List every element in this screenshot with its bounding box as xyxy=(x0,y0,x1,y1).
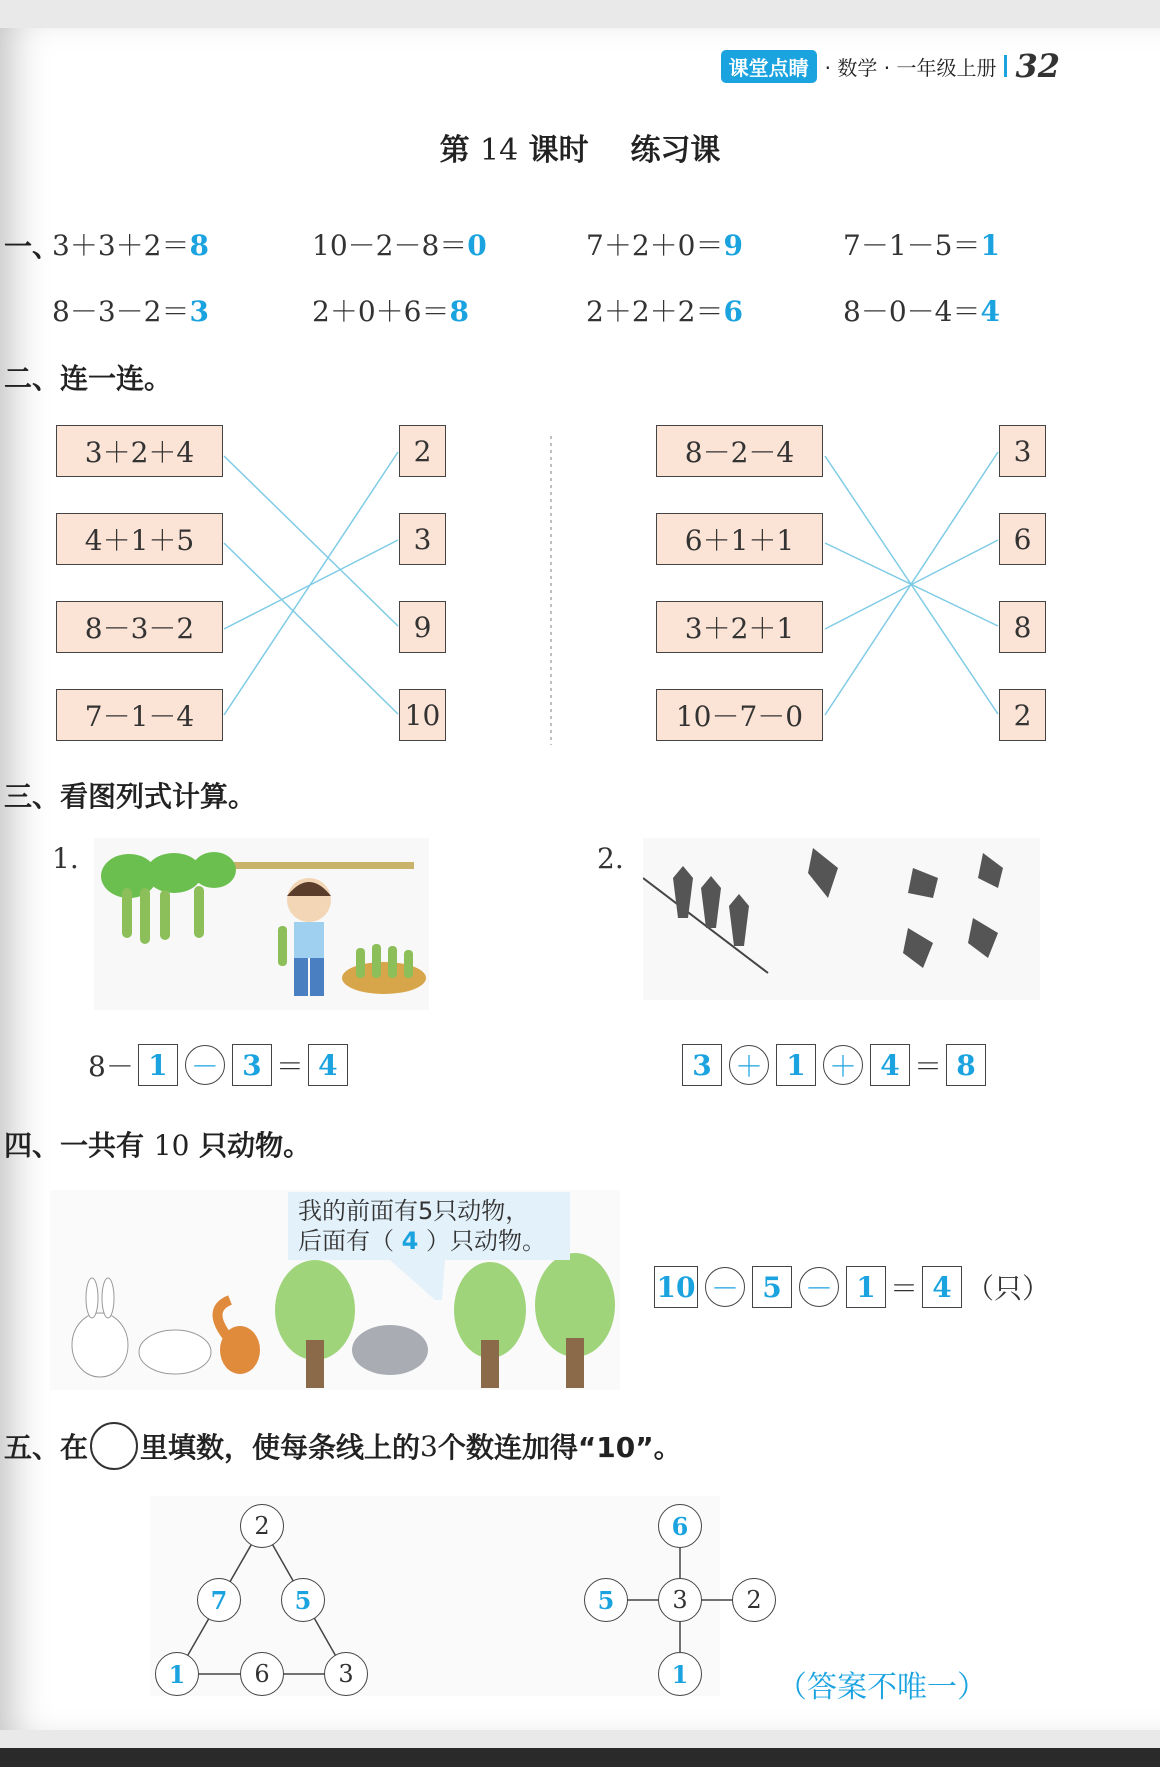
problem-2-number: 2. xyxy=(597,842,624,875)
expression-box[interactable]: 7－1－4 xyxy=(56,689,223,741)
section-4-formula: 10 － 5 － 1 ＝ 4 （只） xyxy=(654,1266,1050,1308)
answer-box[interactable]: 1 xyxy=(846,1266,886,1308)
number-box[interactable]: 2 xyxy=(999,689,1046,741)
cross-circle-bottom[interactable]: 1 xyxy=(658,1652,702,1696)
answer-box[interactable]: 3 xyxy=(232,1044,272,1086)
equation-answer: 3 xyxy=(189,295,209,328)
equation-text: 2＋0＋6＝ xyxy=(312,295,450,328)
number-box[interactable]: 10 xyxy=(399,689,446,741)
section-2-label: 二、连一连。 xyxy=(4,362,173,395)
equation-text: 7－1－5＝ xyxy=(843,229,981,262)
equation-text: 7＋2＋0＝ xyxy=(586,229,724,262)
equation-text: 10－2－8＝ xyxy=(312,229,468,262)
triangle-circle-bl[interactable]: 1 xyxy=(155,1652,199,1696)
triangle-circle-br: 3 xyxy=(324,1652,368,1696)
cross-circle-right: 2 xyxy=(732,1578,776,1622)
equation-answer: 9 xyxy=(723,229,743,262)
answer-box[interactable]: 1 xyxy=(776,1044,816,1086)
speech-bubble: 我的前面有5只动物， 后面有（ 4 ）只动物。 xyxy=(288,1192,570,1260)
problem-2-formula: 3 ＋ 1 ＋ 4 ＝ 8 xyxy=(682,1044,986,1086)
cross-circle-top[interactable]: 6 xyxy=(658,1504,702,1548)
number-box[interactable]: 3 xyxy=(999,425,1046,477)
problem-1-number: 1. xyxy=(52,842,79,875)
expression-box[interactable]: 8－2－4 xyxy=(656,425,823,477)
operator-circle[interactable]: ＋ xyxy=(823,1045,863,1085)
equation-answer: 0 xyxy=(467,229,487,262)
operator-circle[interactable]: － xyxy=(185,1045,225,1085)
problem-1-formula: 8－ 1 － 3 ＝ 4 xyxy=(88,1044,348,1086)
section-3-label: 三、看图列式计算。 xyxy=(4,780,257,813)
section-4-label: 四、一共有 10 只动物。 xyxy=(4,1129,312,1162)
answer-box[interactable]: 10 xyxy=(654,1266,698,1308)
section-5-label: 五、在 里填数，使每条线上的 3 个数连加得“10”。 xyxy=(4,1422,682,1470)
number-box[interactable]: 8 xyxy=(999,601,1046,653)
number-box[interactable]: 6 xyxy=(999,513,1046,565)
number-box[interactable]: 2 xyxy=(399,425,446,477)
equation-text: 2＋2＋2＝ xyxy=(586,295,724,328)
expression-box[interactable]: 3＋2＋4 xyxy=(56,425,223,477)
equation-answer: 8 xyxy=(189,229,209,262)
expression-box[interactable]: 6＋1＋1 xyxy=(656,513,823,565)
page-number: 32 xyxy=(1015,47,1060,85)
answer-box[interactable]: 5 xyxy=(752,1266,792,1308)
lesson-title: 第 14 课时 练习课 xyxy=(439,133,721,168)
equation-answer: 4 xyxy=(980,295,1000,328)
equation-answer: 8 xyxy=(449,295,469,328)
section-1-label: 一、 xyxy=(4,230,61,263)
triangle-circle-ml[interactable]: 7 xyxy=(197,1578,241,1622)
equation-answer: 6 xyxy=(723,295,743,328)
answer-box[interactable]: 4 xyxy=(870,1044,910,1086)
brand-badge: 课堂点睛 xyxy=(721,50,817,83)
bubble-answer: 4 xyxy=(401,1227,419,1255)
triangle-circle-bm: 6 xyxy=(240,1652,284,1696)
operator-circle[interactable]: － xyxy=(799,1267,839,1307)
cross-circle-left[interactable]: 5 xyxy=(584,1578,628,1622)
answer-note: （答案不唯一） xyxy=(777,1670,987,1705)
equation-text: 8－0－4＝ xyxy=(843,295,981,328)
equation-text: 3＋3＋2＝ xyxy=(52,229,190,262)
triangle-circle-top: 2 xyxy=(240,1504,284,1548)
answer-box[interactable]: 8 xyxy=(946,1044,986,1086)
answer-box[interactable]: 4 xyxy=(308,1044,348,1086)
expression-box[interactable]: 10－7－0 xyxy=(656,689,823,741)
subject-label: · 数学 · 一年级上册 xyxy=(824,55,997,80)
operator-circle[interactable]: － xyxy=(705,1267,745,1307)
answer-box[interactable]: 3 xyxy=(682,1044,722,1086)
equation-answer: 1 xyxy=(980,229,1000,262)
answer-box[interactable]: 1 xyxy=(138,1044,178,1086)
cross-circle-center: 3 xyxy=(658,1578,702,1622)
expression-box[interactable]: 8－3－2 xyxy=(56,601,223,653)
answer-box[interactable]: 4 xyxy=(922,1266,962,1308)
operator-circle[interactable]: ＋ xyxy=(729,1045,769,1085)
equation-text: 8－3－2＝ xyxy=(52,295,190,328)
number-box[interactable]: 9 xyxy=(399,601,446,653)
expression-box[interactable]: 3＋2＋1 xyxy=(656,601,823,653)
triangle-circle-mr[interactable]: 5 xyxy=(281,1578,325,1622)
expression-box[interactable]: 4＋1＋5 xyxy=(56,513,223,565)
number-box[interactable]: 3 xyxy=(399,513,446,565)
